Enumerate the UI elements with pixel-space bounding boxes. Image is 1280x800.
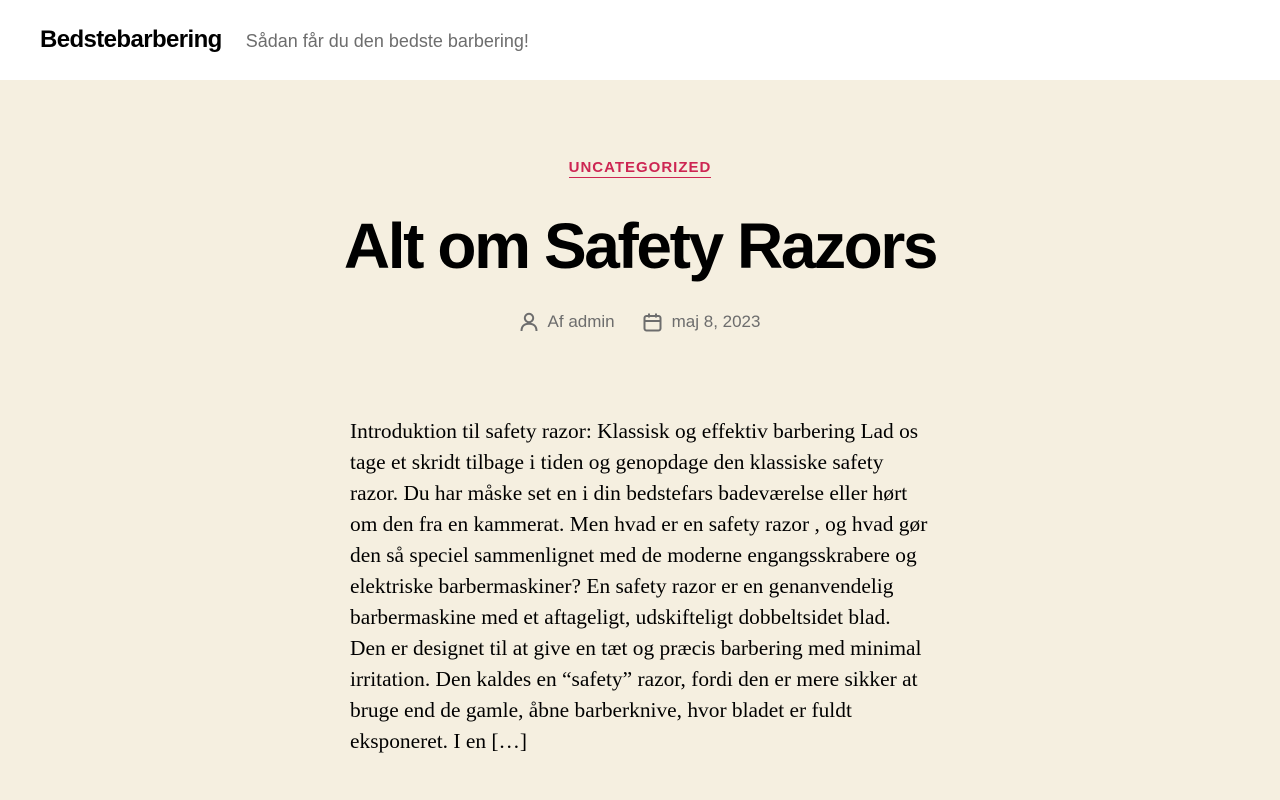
author-link[interactable]: admin bbox=[568, 312, 615, 331]
category-link[interactable]: UNCATEGORIZED bbox=[568, 159, 712, 176]
post-author bbox=[520, 312, 615, 332]
date-link[interactable]: maj 8, 2023 bbox=[671, 312, 761, 331]
excerpt-paragraph: Introduktion til safety razor: Klassisk og effektiv barbering Lad os tage et skridt tilbage i tiden og genopdage den klassiske safety razor. Du har måske set en i din bedstefars badeværelse eller hørt om den fra en kammerat. Men hvad er en safety razor , og hvad gør den så speciel sammenlignet med de moderne engangsskrabere og elektriske barbermaskiner? En safety razor er en genanvendelig barbermaskine med et aftageligt, udskifteligt dobbeltsidet blad. Den er designet til at give en tæt og præcis barbering med minimal irritation. Den kaldes en “safety” razor, fordi den er mere sikker at bruge end de gamle, åbne barberknive, hvor bladet er fuldt eksponeret. I en […] bbox=[350, 419, 928, 753]
post-meta bbox=[0, 312, 1280, 332]
post-excerpt bbox=[350, 416, 930, 757]
site-description: Sådan får du den bedste barbering! bbox=[245, 31, 529, 51]
post-title: Alt om Safety Razors bbox=[343, 210, 937, 282]
author-text bbox=[548, 312, 615, 332]
site-header bbox=[0, 0, 1280, 80]
entry-categories bbox=[0, 159, 1280, 177]
site-title-link[interactable]: Bedstebarbering bbox=[40, 26, 222, 53]
author-prefix: Af bbox=[547, 312, 564, 331]
calendar-icon bbox=[643, 313, 662, 332]
user-icon bbox=[520, 312, 538, 332]
post-date bbox=[643, 312, 761, 332]
